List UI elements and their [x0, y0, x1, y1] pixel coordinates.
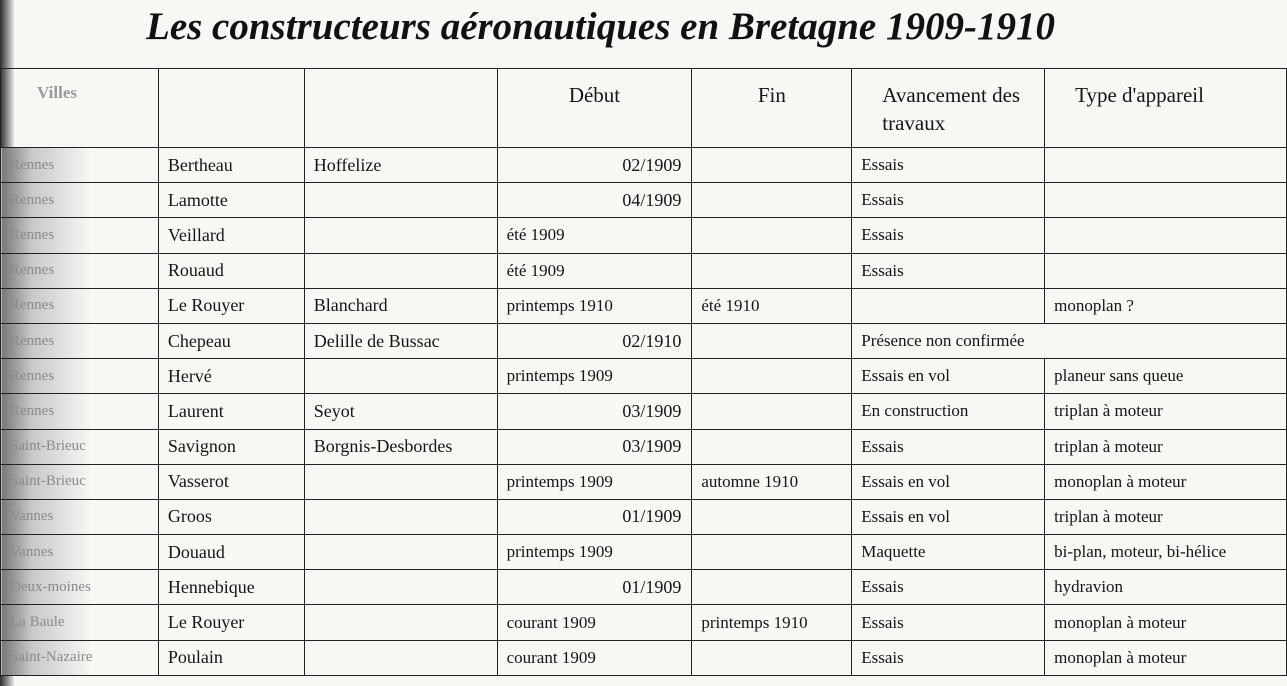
cell-type: hydravion	[1045, 570, 1287, 605]
cell-fin	[692, 359, 852, 394]
cell-type: monoplan ?	[1045, 288, 1287, 323]
cell-fin	[692, 394, 852, 429]
cell-constructeur-2	[304, 464, 497, 499]
table-row	[1, 218, 1287, 253]
cell-type	[1045, 253, 1287, 288]
cell-constructeur-1: Le Rouyer	[158, 288, 304, 323]
cell-debut: été 1909	[497, 218, 692, 253]
page-title: Les constructeurs aéronautiques en Bretagne 1909-1910	[146, 5, 1055, 48]
cell-avancement: Essais	[852, 570, 1045, 605]
header-villes: Villes	[1, 69, 159, 148]
cell-avancement: Essais en vol	[852, 499, 1045, 534]
cell-constructeur-2	[304, 535, 497, 570]
cell-debut: 01/1909	[497, 570, 692, 605]
header-row	[1, 69, 1287, 148]
cell-debut: 04/1909	[497, 183, 692, 218]
cell-constructeur-1: Laurent	[158, 394, 304, 429]
cell-debut: courant 1909	[497, 605, 692, 640]
cell-constructeur-2	[304, 605, 497, 640]
cell-constructeur-2: Delille de Bussac	[304, 323, 497, 358]
cell-debut: 02/1910	[497, 323, 692, 358]
header-debut: Début	[497, 69, 692, 148]
table-row	[1, 640, 1287, 675]
cell-debut: 03/1909	[497, 429, 692, 464]
cell-avancement: Maquette	[852, 535, 1045, 570]
cell-ville: Rennes	[1, 288, 159, 323]
cell-debut: 01/1909	[497, 499, 692, 534]
cell-constructeur-1: Savignon	[158, 429, 304, 464]
cell-constructeur-1: Le Rouyer	[158, 605, 304, 640]
cell-fin: automne 1910	[692, 464, 852, 499]
cell-fin	[692, 218, 852, 253]
header-fin: Fin	[692, 69, 852, 148]
table-row	[1, 429, 1287, 464]
table-row	[1, 148, 1287, 183]
cell-ville: Saint-Brieuc	[1, 464, 159, 499]
cell-debut: printemps 1909	[497, 464, 692, 499]
header-constructeur-1	[158, 69, 304, 148]
cell-avancement: Essais	[852, 253, 1045, 288]
cell-constructeur-1: Douaud	[158, 535, 304, 570]
cell-debut: 03/1909	[497, 394, 692, 429]
cell-type: monoplan à moteur	[1045, 640, 1287, 675]
cell-avancement: Essais	[852, 218, 1045, 253]
cell-constructeur-2: Borgnis-Desbordes	[304, 429, 497, 464]
cell-constructeur-2	[304, 499, 497, 534]
table-row	[1, 535, 1287, 570]
cell-ville: Rennes	[1, 323, 159, 358]
header-constructeur-2	[304, 69, 497, 148]
cell-constructeur-2: Seyot	[304, 394, 497, 429]
cell-constructeur-1: Lamotte	[158, 183, 304, 218]
cell-ville: La Baule	[1, 605, 159, 640]
cell-ville: Rennes	[1, 148, 159, 183]
cell-fin	[692, 183, 852, 218]
cell-constructeur-2	[304, 183, 497, 218]
cell-fin	[692, 570, 852, 605]
cell-fin: été 1910	[692, 288, 852, 323]
cell-constructeur-2	[304, 253, 497, 288]
cell-constructeur-1: Rouaud	[158, 253, 304, 288]
cell-ville: Vannes	[1, 499, 159, 534]
table-row	[1, 288, 1287, 323]
cell-debut: printemps 1910	[497, 288, 692, 323]
cell-debut: 02/1909	[497, 148, 692, 183]
cell-ville: Deux-moines	[1, 570, 159, 605]
cell-debut: printemps 1909	[497, 359, 692, 394]
cell-constructeur-1: Bertheau	[158, 148, 304, 183]
cell-type	[1045, 183, 1287, 218]
cell-type: monoplan à moteur	[1045, 464, 1287, 499]
cell-fin	[692, 499, 852, 534]
cell-type: monoplan à moteur	[1045, 605, 1287, 640]
cell-debut: été 1909	[497, 253, 692, 288]
table-row	[1, 605, 1287, 640]
table-row	[1, 253, 1287, 288]
table-row	[1, 499, 1287, 534]
cell-constructeur-2: Blanchard	[304, 288, 497, 323]
cell-avancement: Essais en vol	[852, 359, 1045, 394]
cell-type	[1045, 218, 1287, 253]
cell-fin	[692, 429, 852, 464]
cell-avancement: Essais en vol	[852, 464, 1045, 499]
cell-constructeur-2: Hoffelize	[304, 148, 497, 183]
cell-fin	[692, 148, 852, 183]
cell-constructeur-1: Veillard	[158, 218, 304, 253]
cell-fin: printemps 1910	[692, 605, 852, 640]
cell-ville: Rennes	[1, 183, 159, 218]
cell-ville: Rennes	[1, 218, 159, 253]
cell-ville: Rennes	[1, 253, 159, 288]
cell-type	[1045, 148, 1287, 183]
cell-avancement: Essais	[852, 605, 1045, 640]
header-avancement: Avancement des travaux	[852, 69, 1045, 148]
constructors-table	[0, 68, 1287, 676]
cell-ville: Rennes	[1, 394, 159, 429]
cell-ville: Saint-Brieuc	[1, 429, 159, 464]
table-row	[1, 359, 1287, 394]
cell-constructeur-1: Poulain	[158, 640, 304, 675]
table-body	[1, 148, 1287, 676]
cell-ville: Saint-Nazaire	[1, 640, 159, 675]
cell-ville: Vannes	[1, 535, 159, 570]
table-row	[1, 323, 1287, 358]
cell-constructeur-2	[304, 359, 497, 394]
cell-constructeur-2	[304, 570, 497, 605]
header-type: Type d'appareil	[1045, 69, 1287, 148]
table-row	[1, 183, 1287, 218]
table-row	[1, 464, 1287, 499]
table-row	[1, 394, 1287, 429]
cell-debut: courant 1909	[497, 640, 692, 675]
cell-avancement: Essais	[852, 148, 1045, 183]
cell-avancement	[852, 288, 1045, 323]
cell-type: triplan à moteur	[1045, 499, 1287, 534]
cell-avancement: Essais	[852, 429, 1045, 464]
table-row	[1, 570, 1287, 605]
cell-fin	[692, 323, 852, 358]
cell-type: planeur sans queue	[1045, 359, 1287, 394]
cell-debut: printemps 1909	[497, 535, 692, 570]
cell-type: triplan à moteur	[1045, 394, 1287, 429]
cell-constructeur-2	[304, 640, 497, 675]
cell-constructeur-1: Chepeau	[158, 323, 304, 358]
cell-type: triplan à moteur	[1045, 429, 1287, 464]
cell-constructeur-2	[304, 218, 497, 253]
cell-constructeur-1: Hervé	[158, 359, 304, 394]
cell-ville: Rennes	[1, 359, 159, 394]
cell-avancement: Essais	[852, 640, 1045, 675]
cell-constructeur-1: Vasserot	[158, 464, 304, 499]
cell-avancement: En construction	[852, 394, 1045, 429]
cell-fin	[692, 640, 852, 675]
cell-type: bi-plan, moteur, bi-hélice	[1045, 535, 1287, 570]
cell-constructeur-1: Hennebique	[158, 570, 304, 605]
cell-avancement-span: Présence non confirmée	[852, 323, 1287, 358]
cell-fin	[692, 535, 852, 570]
cell-avancement: Essais	[852, 183, 1045, 218]
cell-fin	[692, 253, 852, 288]
cell-constructeur-1: Groos	[158, 499, 304, 534]
